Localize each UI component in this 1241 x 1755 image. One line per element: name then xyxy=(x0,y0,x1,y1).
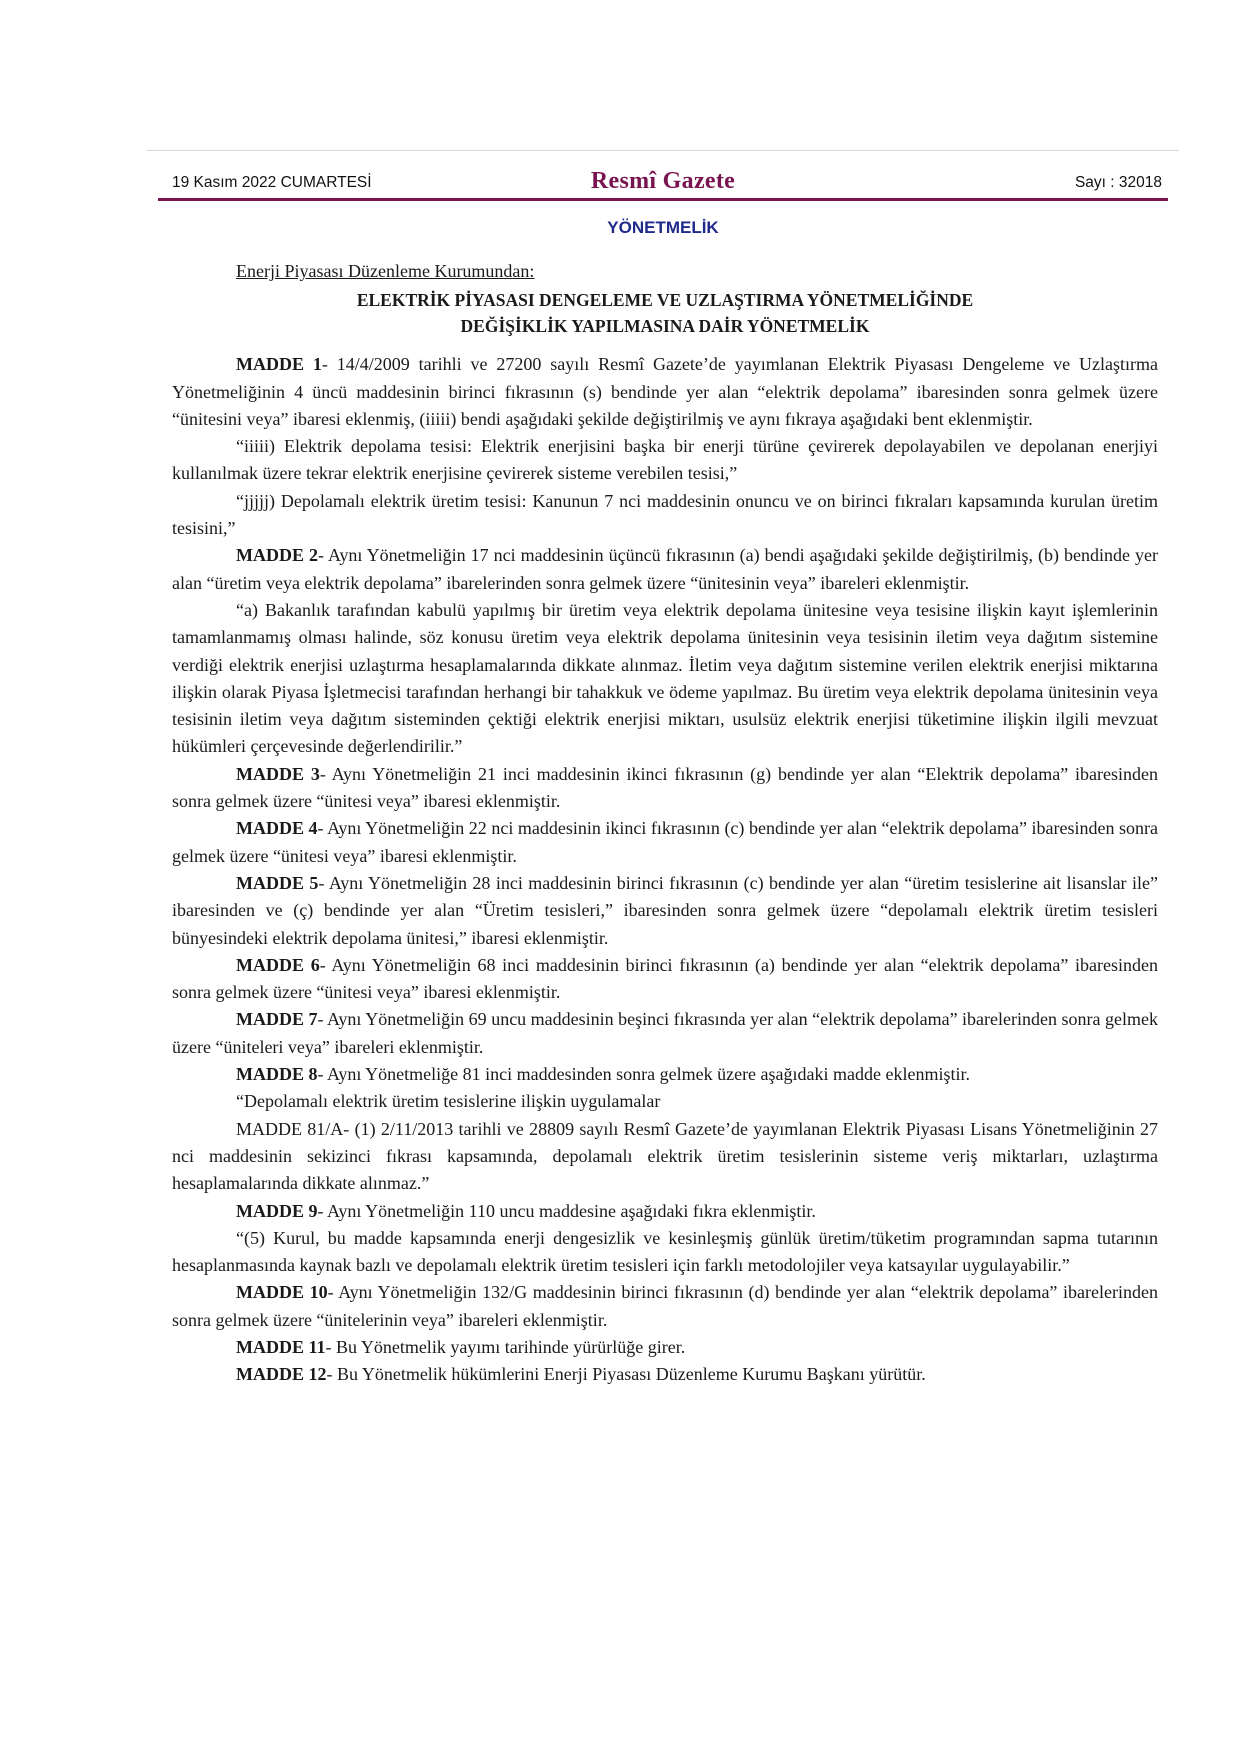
article-paragraph xyxy=(172,761,1158,816)
article-text: - Aynı Yönetmeliğin 69 uncu maddesinin beşinci fıkrasında yer alan “elektrik depolama” ibarelerinden sonra gelmek üzere “üniteleri veya” ibareleri eklenmiştir. xyxy=(172,1009,1158,1057)
article-label: MADDE 10 xyxy=(236,1282,328,1303)
article-label: MADDE 11 xyxy=(236,1336,326,1357)
section-heading: YÖNETMELİK xyxy=(607,218,719,237)
article-label: MADDE 3 xyxy=(236,763,320,784)
article-paragraph xyxy=(172,1334,1158,1361)
header-divider xyxy=(158,198,1168,201)
publication-date: 19 Kasım 2022 CUMARTESİ xyxy=(172,174,372,191)
quoted-paragraph xyxy=(172,597,1158,761)
article-paragraph xyxy=(172,815,1158,870)
article-paragraph xyxy=(172,1361,1158,1388)
quoted-paragraph xyxy=(172,1225,1158,1280)
article-text: - Bu Yönetmelik hükümlerini Enerji Piyasası Düzenleme Kurumu Başkanı yürütür. xyxy=(326,1364,926,1385)
top-divider xyxy=(147,150,1179,151)
article-text: - 14/4/2009 tarihli ve 27200 sayılı Resmî Gazete’de yayımlanan Elektrik Piyasası Dengeleme ve Uzlaştırma Yönetmeliğinin 4 üncü maddesinin birinci fıkrasının (s) bendinde yer alan “elektrik depolama” ibaresinden sonra gelmek üzere “ünitesini veya” ibaresi eklenmiş, (iiiii) bendi aşağıdaki şekilde değiştirilmiş ve aynı fıkraya aşağıdaki bent eklenmiştir. xyxy=(172,354,1158,429)
article-paragraph xyxy=(172,542,1158,597)
regulation-title-line: DEĞİŞİKLİK YAPILMASINA DAİR YÖNETMELİK xyxy=(460,316,870,337)
article-text: “(5) Kurul, bu madde kapsamında enerji dengesizlik ve kesinleşmiş günlük üretim/tüketim programından sapma tutarının hesaplanmasında kaynak bazlı ve depolamalı elektrik üretim tesisleri için farklı metodolojiler veya katsayılar uygulayabilir.” xyxy=(172,1227,1158,1276)
article-label: MADDE 5 xyxy=(236,872,319,893)
regulation-title xyxy=(172,287,1158,339)
article-paragraph xyxy=(172,870,1158,952)
quoted-paragraph xyxy=(172,1088,1158,1115)
article-text: - Aynı Yönetmeliğin 110 uncu maddesine aşağıdaki fıkra eklenmiştir. xyxy=(317,1200,816,1221)
gazette-title: Resmî Gazete xyxy=(590,168,736,194)
article-paragraph xyxy=(172,1006,1158,1061)
article-text: - Bu Yönetmelik yayımı tarihinde yürürlüğe girer. xyxy=(325,1336,686,1357)
issue-number: Sayı : 32018 xyxy=(1074,174,1162,191)
article-label: MADDE 4 xyxy=(236,818,318,839)
article-text: - Aynı Yönetmeliğin 17 nci maddesinin üçüncü fıkrasının (a) bendi aşağıdaki şekilde değiştirilmiş, (b) bendinde yer alan “üretim veya elektrik depolama” ibarelerinden sonra gelmek üzere “ünitesinin veya” ibareleri eklenmiştir. xyxy=(172,545,1158,593)
article-text: MADDE 81/A- (1) 2/11/2013 tarihli ve 28809 sayılı Resmî Gazete’de yayımlanan Elektrik Piyasası Lisans Yönetmeliğinin 27 nci maddesinin sekizinci fıkrası kapsamında, depolamalı elektrik üretim tesislerinin sisteme veriş miktarları, uzlaştırma hesaplamalarında dikkate alınmaz.” xyxy=(172,1118,1158,1194)
document-body xyxy=(172,258,1158,1389)
article-label: MADDE 8 xyxy=(236,1064,318,1085)
article-label: MADDE 6 xyxy=(236,954,320,975)
article-label: MADDE 12 xyxy=(236,1364,327,1385)
issuer-line: Enerji Piyasası Düzenleme Kurumundan: xyxy=(236,261,535,281)
article-paragraph xyxy=(172,1279,1158,1334)
regulation-title-line: ELEKTRİK PİYASASI DENGELEME VE UZLAŞTIRMA YÖNETMELİĞİNDE xyxy=(356,290,974,311)
article-paragraph xyxy=(172,952,1158,1007)
article-text: “Depolamalı elektrik üretim tesislerine ilişkin uygulamalar xyxy=(236,1091,661,1112)
article-text: - Aynı Yönetmeliğin 28 inci maddesinin birinci fıkrasının (c) bendinde yer alan “üretim tesislerine ait lisanslar ile” ibaresinden ve (ç) bendinde yer alan “Üretim tesisleri,” ibaresinden sonra gelmek üzere “depolamalı elektrik üretim tesisleri bünyesindeki elektrik depolama ünitesi,” ibaresi eklenmiştir. xyxy=(172,872,1158,948)
quoted-paragraph xyxy=(172,488,1158,543)
article-label: MADDE 7 xyxy=(236,1009,318,1030)
article-paragraph xyxy=(172,351,1158,433)
article-text: - Aynı Yönetmeliğin 68 inci maddesinin birinci fıkrasının (a) bendinde yer alan “elektrik depolama” ibaresinden sonra gelmek üzere “ünitesi veya” ibaresi eklenmiştir. xyxy=(172,954,1158,1003)
article-text: “a) Bakanlık tarafından kabulü yapılmış bir üretim veya elektrik depolama ünitesine veya tesisine ilişkin kayıt işlemlerinin tamamlanmamış olması halinde, söz konusu üretim veya elektrik depolama ünitesinin veya tesisinin iletim veya dağıtım sistemine verdiği elektrik enerjisi uzlaştırma hesaplamalarında dikkate alınmaz. İletim veya dağıtım sistemine verilen elektrik enerjisi miktarına ilişkin olarak Piyasa İşletmecisi tarafından herhangi bir tahakkuk ve ödeme yapılmaz. Bu üretim veya elektrik depolama ünitesinin veya tesisinin iletim veya dağıtım sisteminden çektiği elektrik enerjisi miktarı, usulsüz elektrik enerjisi tüketimine ilişkin ilgili mevzuat hükümleri çerçevesinde değerlendirilir.” xyxy=(172,599,1158,757)
article-text: “iiiii) Elektrik depolama tesisi: Elektrik enerjisini başka bir enerji türüne çevirerek depolayabilen ve depolanan enerjiyi kullanılmak üzere tekrar elektrik enerjisine çevirerek sisteme verebilen tesisi,” xyxy=(172,436,1158,484)
quoted-paragraph xyxy=(172,1116,1158,1198)
article-text: “jjjjj) Depolamalı elektrik üretim tesisi: Kanunun 7 nci maddesinin onuncu ve on birinci fıkraları kapsamında kurulan üretim tesisini,” xyxy=(172,490,1158,539)
article-text: - Aynı Yönetmeliğe 81 inci maddesinden sonra gelmek üzere aşağıdaki madde eklenmiştir. xyxy=(317,1064,970,1085)
article-label: MADDE 1 xyxy=(236,354,322,375)
article-text: - Aynı Yönetmeliğin 132/G maddesinin birinci fıkrasının (d) bendinde yer alan “elektrik depolama” ibarelerinden sonra gelmek üzere “ünitelerinin veya” ibareleri eklenmiştir. xyxy=(172,1282,1158,1330)
article-text: - Aynı Yönetmeliğin 21 inci maddesinin ikinci fıkrasının (g) bendinde yer alan “Elektrik depolama” ibaresinden sonra gelmek üzere “ünitesi veya” ibaresi eklenmiştir. xyxy=(172,763,1159,812)
article-paragraph xyxy=(172,1061,1158,1088)
article-label: MADDE 9 xyxy=(236,1200,318,1221)
article-text: - Aynı Yönetmeliğin 22 nci maddesinin ikinci fıkrasının (c) bendinde yer alan “elektrik depolama” ibaresinden sonra gelmek üzere “ünitesi veya” ibaresi eklenmiştir. xyxy=(172,818,1158,866)
gazette-header xyxy=(158,168,1168,198)
quoted-paragraph xyxy=(172,433,1158,488)
article-paragraph xyxy=(172,1198,1158,1225)
article-label: MADDE 2 xyxy=(236,545,318,566)
